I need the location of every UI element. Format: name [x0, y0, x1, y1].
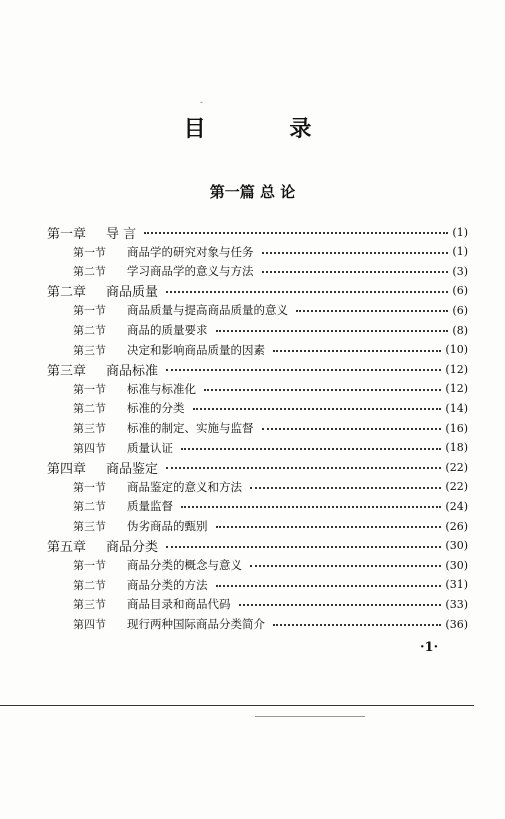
leader-dots	[262, 271, 448, 273]
leader-dots	[166, 546, 441, 548]
page-ref: (14)	[445, 401, 468, 415]
toc-section-row	[0, 261, 505, 281]
page-ref: (16)	[445, 421, 468, 435]
page-ref: (1)	[452, 225, 468, 239]
chapter-number: 第五章	[47, 540, 87, 556]
page-ref: (24)	[445, 499, 468, 513]
toc-section-row	[0, 496, 505, 516]
page-ref: (22)	[445, 480, 468, 494]
section-number: 第三节	[73, 598, 106, 612]
toc-section-row	[0, 340, 505, 360]
page-ref: (26)	[445, 519, 468, 533]
toc-section-row	[0, 438, 505, 458]
section-title: 商品分类的方法	[127, 577, 208, 592]
toc-section-row	[0, 516, 505, 536]
section-number: 第一节	[73, 382, 106, 396]
toc-section-row	[0, 594, 505, 614]
section-title: 质量认证	[127, 440, 173, 455]
leader-dots	[204, 389, 441, 391]
section-title: 现行两种国际商品分类简介	[127, 617, 265, 631]
section-title: 决定和影响商品质量的因素	[127, 342, 265, 357]
page-title: 目 录	[183, 116, 350, 142]
toc-chapter-row	[0, 536, 505, 556]
chapter-number: 第一章	[47, 226, 87, 242]
section-number: 第二节	[73, 265, 106, 279]
leader-dots	[262, 252, 448, 254]
section-number: 第一节	[73, 480, 106, 494]
section-title: 商品分类的概念与意义	[127, 558, 242, 573]
section-number: 第二节	[73, 578, 106, 592]
toc-section-row	[0, 398, 505, 418]
page-ref: (8)	[452, 323, 468, 337]
chapter-title: 商品质量	[106, 285, 159, 301]
toc-section-row	[0, 418, 505, 438]
page-ref: (30)	[445, 539, 468, 553]
section-title: 标准的制定、实施与监督	[127, 421, 254, 435]
section-title: 标准的分类	[127, 401, 185, 416]
leader-dots	[144, 232, 448, 234]
page-ref: (12)	[445, 382, 468, 396]
section-number: 第二节	[73, 500, 106, 514]
page-ref: (3)	[452, 264, 468, 278]
section-title: 质量监督	[127, 499, 173, 514]
page-ref: (33)	[445, 597, 468, 611]
chapter-title: 商品鉴定	[106, 461, 159, 477]
section-number: 第一节	[73, 245, 106, 259]
leader-dots	[216, 585, 441, 587]
leader-dots	[216, 526, 441, 528]
part-heading: 第一篇 总 论	[209, 183, 296, 201]
leader-dots	[239, 604, 441, 606]
chapter-number: 第三章	[47, 363, 87, 379]
leader-dots	[250, 565, 441, 567]
chapter-title: 商品分类	[106, 540, 159, 556]
page-ref: (18)	[445, 441, 468, 455]
section-title: 标准与标准化	[127, 381, 196, 396]
section-number: 第三节	[73, 520, 106, 533]
page-ref: (6)	[452, 303, 468, 317]
scan-edge-line-faint	[255, 716, 365, 717]
toc-section-row	[0, 575, 505, 595]
toc-chapter-row	[0, 222, 505, 242]
page-number: ·1·	[420, 640, 439, 655]
leader-dots	[262, 428, 441, 430]
leader-dots	[216, 330, 448, 332]
section-title: 学习商品学的意义与方法	[127, 264, 254, 279]
toc-chapter-row	[0, 359, 505, 379]
section-title: 商品目录和商品代码	[127, 597, 231, 612]
leader-dots	[250, 487, 441, 489]
section-title: 商品学的研究对象与任务	[127, 244, 254, 259]
section-number: 第四节	[73, 618, 106, 631]
leader-dots	[273, 350, 441, 352]
toc-chapter-row	[0, 457, 505, 477]
leader-dots	[166, 291, 448, 293]
section-number: 第一节	[73, 559, 106, 573]
leader-dots	[181, 506, 441, 508]
scan-edge-line	[0, 705, 474, 706]
section-number: 第二节	[73, 324, 106, 337]
page-ref: (6)	[452, 284, 468, 298]
section-number: 第三节	[73, 343, 106, 357]
chapter-title: 导 言	[106, 226, 137, 242]
section-number: 第四节	[73, 441, 106, 455]
toc-chapter-row	[0, 281, 505, 301]
toc-section-row	[0, 614, 505, 634]
section-number: 第一节	[73, 304, 106, 318]
chapter-number: 第二章	[47, 285, 87, 301]
section-title: 商品鉴定的意义和方法	[127, 479, 242, 494]
leader-dots	[296, 310, 448, 312]
toc-section-row	[0, 555, 505, 575]
scan-mark: -	[200, 98, 204, 108]
chapter-title: 商品标准	[106, 363, 159, 379]
page-ref: (12)	[445, 362, 468, 376]
page-ref: (22)	[445, 460, 468, 474]
page-ref: (30)	[445, 558, 468, 572]
leader-dots	[166, 467, 441, 469]
section-number: 第二节	[73, 402, 106, 416]
section-number: 第三节	[73, 422, 106, 435]
page-ref: (10)	[445, 343, 468, 357]
toc-section-row	[0, 477, 505, 497]
page-ref: (1)	[452, 245, 468, 259]
leader-dots	[166, 369, 441, 371]
section-title: 商品质量与提高商品质量的意义	[127, 303, 288, 318]
toc-section-row	[0, 379, 505, 399]
toc-section-row	[0, 242, 505, 262]
chapter-number: 第四章	[47, 461, 87, 477]
page-ref: (36)	[445, 617, 468, 631]
leader-dots	[181, 448, 441, 450]
page-ref: (31)	[445, 578, 468, 592]
leader-dots	[193, 408, 441, 410]
leader-dots	[273, 624, 441, 626]
section-title: 伪劣商品的甄别	[127, 519, 208, 533]
toc-section-row	[0, 300, 505, 320]
section-title: 商品的质量要求	[127, 323, 208, 337]
toc-section-row	[0, 320, 505, 340]
